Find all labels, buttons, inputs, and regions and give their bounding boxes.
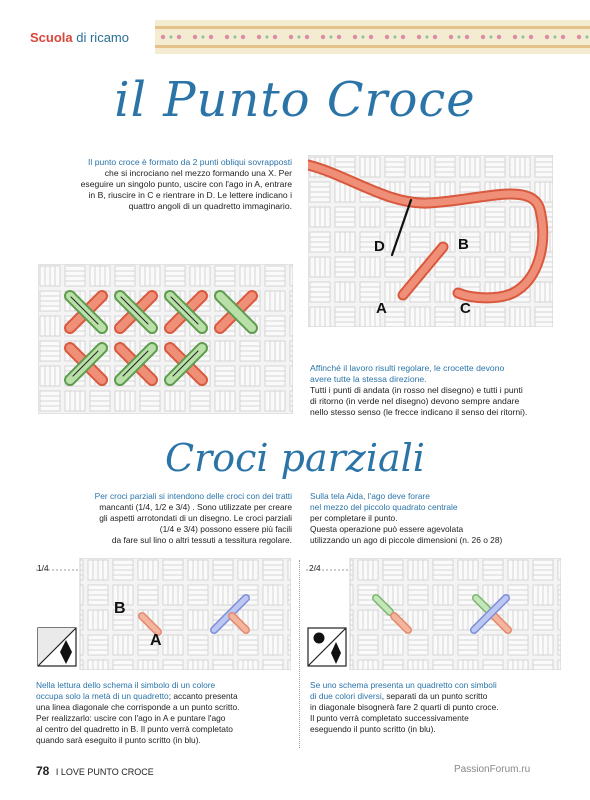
regularity-line: Affinché il lavoro risulti regolare, le crocette devono: [310, 363, 505, 373]
regularity-line: nello stesso senso (le frecce indicano il senso dei ritorni).: [310, 407, 528, 417]
bottom-right-line: in diagonale bisognerà fare 2 quarti di punto croce.: [310, 702, 499, 712]
bottom-left-line: una linea diagonale che corrisponde a un punto scritto.: [36, 702, 240, 712]
quarter-stitch-diagram: [36, 558, 291, 670]
magazine-name: I LOVE PUNTO CROCE: [55, 767, 154, 777]
aida-paragraph: [310, 491, 570, 546]
quarter-point-b-label: B: [114, 600, 126, 617]
bottom-left-line: Nella lettura dello schema il simbolo di un colore: [36, 680, 216, 690]
partial-right-line: utilizzando un ago di piccole dimensioni (n. 26 o 28): [310, 535, 503, 545]
quarter-fraction-label: 1/4: [37, 563, 49, 573]
regularity-line: avere tutte la stessa direzione.: [310, 374, 427, 384]
section-header: [30, 30, 129, 45]
bottom-right-line-rest: , separati da un punto scritto: [381, 691, 488, 701]
bottom-left-line-highlight: occupa solo la metà di un quadretto: [36, 691, 169, 701]
column-divider: [299, 560, 300, 748]
decorative-ribbon: [155, 20, 590, 54]
partial-right-line: per completare il punto.: [310, 513, 398, 523]
partial-left-line: mancanti (1/4, 1/2 e 3/4) . Sono utilizzate per creare: [99, 502, 292, 512]
partial-left-line: (1/4 e 3/4) possono essere più facili: [159, 524, 292, 534]
section-title: Croci parziali: [165, 436, 425, 480]
quarter-point-a-label: A: [150, 632, 162, 649]
intro-line: che si incrociano nel mezzo formando una X. Per: [104, 168, 292, 178]
section-brand-light: di ricamo: [76, 30, 129, 45]
page-footer: [36, 764, 154, 778]
intro-line: Il punto croce è formato da 2 punti obliqui sovrapposti: [88, 157, 292, 167]
symbol-box-half: [38, 628, 76, 666]
bottom-right-line: Il punto verrà completato successivamente: [310, 713, 469, 723]
point-b-label: B: [458, 236, 469, 253]
cross-stitch-diagram: [308, 155, 553, 327]
half-fraction-label: 2/4: [309, 563, 321, 573]
point-c-label: C: [460, 300, 471, 317]
page-number: 78: [36, 764, 50, 778]
intro-paragraph: [30, 157, 292, 212]
regularity-line: Tutti i punti di andata (in rosso nel disegno) e tutti i punti: [310, 385, 523, 395]
two-colors-paragraph: [310, 680, 570, 735]
section-brand-strong: Scuola: [30, 30, 73, 45]
half-symbol-paragraph: [36, 680, 294, 746]
bottom-left-line-rest: ; accanto presenta: [168, 691, 238, 701]
watermark-text: PassionForum.ru: [454, 764, 531, 775]
regularity-paragraph: [310, 363, 570, 418]
bottom-right-line-highlight: di due colori diversi: [310, 691, 382, 701]
intro-line: eseguire un singolo punto, uscire con l'ago in A, entrare: [80, 179, 292, 189]
partial-left-line: gli aspetti arrotondati di un disegno. Le croci parziali: [99, 513, 292, 523]
symbol-box-two-colors: [308, 628, 346, 666]
regularity-line: di ritorno (in verde nel disegno) devono sempre andare: [310, 396, 520, 406]
partial-left-line: Per croci parziali si intendono delle croci con dei tratti: [94, 491, 292, 501]
partial-right-line: nel mezzo del piccolo quadrato centrale: [310, 502, 458, 512]
bottom-left-line: al centro del quadretto in B. Il punto verrà completato: [36, 724, 233, 734]
partial-crosses-paragraph: [30, 491, 292, 546]
partial-left-line: da fare sul lino o altri tessuti a tessitura regolare.: [111, 535, 292, 545]
intro-line: quattro angoli di un quadretto immaginario.: [128, 201, 292, 211]
partial-right-line: Questa operazione può essere agevolata: [310, 524, 464, 534]
partial-right-line: Sulla tela Aida, l'ago deve forare: [310, 491, 430, 501]
point-a-label: A: [376, 300, 387, 317]
bottom-right-line: Se uno schema presenta un quadretto con simboli: [310, 680, 497, 690]
page-title: il Punto Croce: [114, 72, 476, 128]
half-stitch-diagram: [306, 558, 561, 670]
point-d-label: D: [374, 238, 385, 255]
bottom-left-line: Per realizzarlo: uscire con l'ago in A e puntare l'ago: [36, 713, 226, 723]
bottom-left-line: quando sarà eseguito il punto scritto (in blu).: [36, 735, 201, 745]
cross-rows-diagram: [38, 264, 293, 414]
intro-line: in B, riuscire in C e rientrare in D. Le lettere indicano i: [88, 190, 292, 200]
bottom-right-line: eseguendo il punto scritto (in blu).: [310, 724, 436, 734]
